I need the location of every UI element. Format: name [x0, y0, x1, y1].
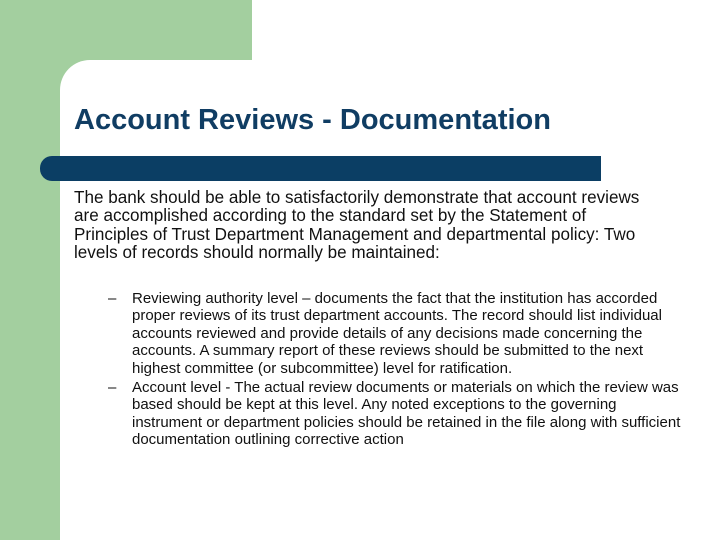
intro-paragraph: The bank should be able to satisfactorily demonstrate that account reviews are accomplished according to the standard set by the Statement of Principles of Trust Department Management and departmental policy: Two levels of records should normally be maintained: — [74, 188, 640, 263]
bullet-list — [108, 290, 683, 451]
dash-bullet-icon: – — [108, 379, 117, 397]
title-underline-bar — [40, 156, 601, 181]
decorative-green-strip — [0, 0, 62, 540]
list-item-text: Account level - The actual review documents or materials on which the review was based should be kept at this level. Any noted exceptions to the governing instrument or department policies should be retained in the file along with sufficient documentation outlining corrective action — [132, 379, 681, 449]
list-item-text: Reviewing authority level – documents the fact that the institution has accorded proper reviews of its trust department accounts. The record should list individual accounts reviewed and provide details of any decisions made concerning the accounts. A summary report of these reviews should be submitted to the next highest committee (or subcommittee) level for ratification. — [132, 290, 662, 377]
list-item — [108, 379, 683, 449]
dash-bullet-icon: – — [108, 290, 117, 307]
list-item — [108, 290, 683, 377]
slide-title: Account Reviews - Documentation — [74, 104, 551, 136]
